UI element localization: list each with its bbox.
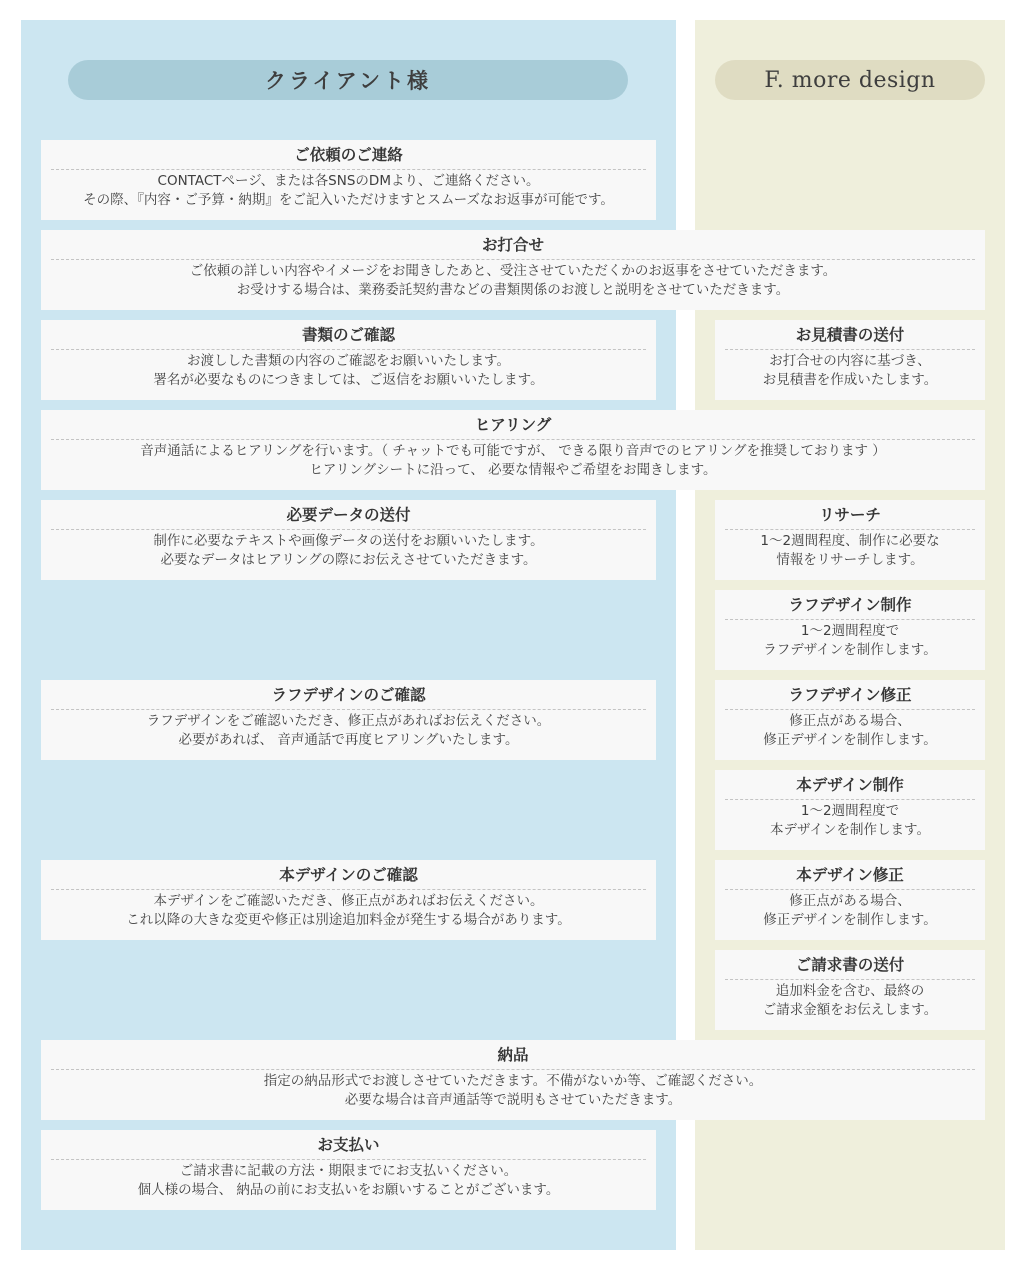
- step-title: リサーチ: [725, 500, 975, 530]
- step-title: 本デザイン修正: [725, 860, 975, 890]
- step-title: ご依頼のご連絡: [51, 140, 646, 170]
- step-hearing-card: [41, 410, 985, 490]
- step-text: 音声通話によるヒアリングを行います。（ チャットでも可能ですが、 できる限り音声でのヒアリングを推奨しております ）: [140, 443, 886, 459]
- step-title: ラフデザインのご確認: [51, 680, 646, 710]
- step-estimate-card: [715, 320, 985, 400]
- step-text: ラフデザインをご確認いただき、修正点があればお伝えください。: [146, 713, 551, 729]
- step-delivery-card: [41, 1040, 985, 1120]
- step-text: ご請求金額をお伝えします。: [762, 1002, 938, 1018]
- step-text: 必要があれば、 音声通話で再度ヒアリングいたします。: [178, 732, 519, 748]
- step-rough-fix-card: [715, 680, 985, 760]
- step-research-card: [715, 500, 985, 580]
- step-text: 個人様の場合、 納品の前にお支払いをお願いすることがございます。: [137, 1182, 560, 1198]
- step-title: 必要データの送付: [51, 500, 646, 530]
- step-payment-card: [41, 1130, 656, 1210]
- step-title: ラフデザイン制作: [725, 590, 975, 620]
- step-title: お支払い: [51, 1130, 646, 1160]
- step-final-make-card: [715, 770, 985, 850]
- step-title: ヒアリング: [51, 410, 975, 440]
- step-text: 修正デザインを制作します。: [763, 732, 937, 748]
- step-text: ご請求書に記載の方法・期限までにお支払いください。: [179, 1163, 518, 1179]
- step-title: 本デザイン制作: [725, 770, 975, 800]
- step-text: お受けする場合は、業務委託契約書などの書類関係のお渡しと説明をさせていただきます。: [236, 282, 790, 298]
- step-text: 本デザインをご確認いただき、修正点があればお伝えください。: [153, 893, 544, 909]
- step-title: お見積書の送付: [725, 320, 975, 350]
- step-title: ご請求書の送付: [725, 950, 975, 980]
- step-text: 指定の納品形式でお渡しさせていただきます。不備がないか等、ご確認ください。: [263, 1073, 763, 1089]
- step-meeting-card: [41, 230, 985, 310]
- step-title: 書類のご確認: [51, 320, 646, 350]
- step-final-check-card: [41, 860, 656, 940]
- step-text: お打合せの内容に基づき、: [769, 353, 931, 369]
- step-text: CONTACTページ、または各SNSのDMより、ご連絡ください。: [157, 173, 540, 189]
- step-text: ご依頼の詳しい内容やイメージをお聞きしたあと、受注させていただくかのお返事をさせていただきます。: [189, 263, 837, 279]
- step-text: 制作に必要なテキストや画像データの送付をお願いいたします。: [153, 533, 544, 549]
- designer-header: F. more design: [715, 60, 985, 100]
- step-title: ラフデザイン修正: [725, 680, 975, 710]
- step-text: ヒアリングシートに沿って、 必要な情報やご希望をお聞きします。: [309, 462, 717, 478]
- step-text: ラフデザインを制作します。: [763, 642, 937, 658]
- step-text: 必要な場合は音声通話等で説明もさせていただきます。: [344, 1092, 682, 1108]
- step-text: 署名が必要なものにつきましては、ご返信をお願いいたします。: [153, 372, 544, 388]
- step-invoice-card: [715, 950, 985, 1030]
- client-header: クライアント様: [68, 60, 628, 100]
- step-text: 必要なデータはヒアリングの際にお伝えさせていただきます。: [160, 552, 537, 568]
- step-title: お打合せ: [51, 230, 975, 260]
- step-title: 本デザインのご確認: [51, 860, 646, 890]
- step-text: 情報をリサーチします。: [776, 552, 924, 568]
- step-documents-card: [41, 320, 656, 400]
- step-text: 修正点がある場合、: [789, 713, 911, 729]
- step-title: 納品: [51, 1040, 975, 1070]
- step-text: 修正点がある場合、: [789, 893, 911, 909]
- step-text: お渡しした書類の内容のご確認をお願いいたします。: [187, 353, 510, 369]
- step-text: 本デザインを制作します。: [770, 822, 930, 838]
- step-text: 1～2週間程度、制作に必要な: [760, 533, 940, 549]
- step-contact-card: [41, 140, 656, 220]
- step-text: 1～2週間程度で: [800, 623, 900, 639]
- step-text: これ以降の大きな変更や修正は別途追加料金が発生する場合があります。: [126, 912, 571, 928]
- step-rough-check-card: [41, 680, 656, 760]
- step-rough-make-card: [715, 590, 985, 670]
- step-data-send-card: [41, 500, 656, 580]
- step-text: 1～2週間程度で: [800, 803, 900, 819]
- step-text: 修正デザインを制作します。: [763, 912, 937, 928]
- step-final-fix-card: [715, 860, 985, 940]
- step-text: 追加料金を含む、最終の: [775, 983, 925, 999]
- step-text: お見積書を作成いたします。: [762, 372, 938, 388]
- step-text: その際、『内容・ご予算・納期』をご記入いただけますとスムーズなお返事が可能です。: [83, 192, 614, 208]
